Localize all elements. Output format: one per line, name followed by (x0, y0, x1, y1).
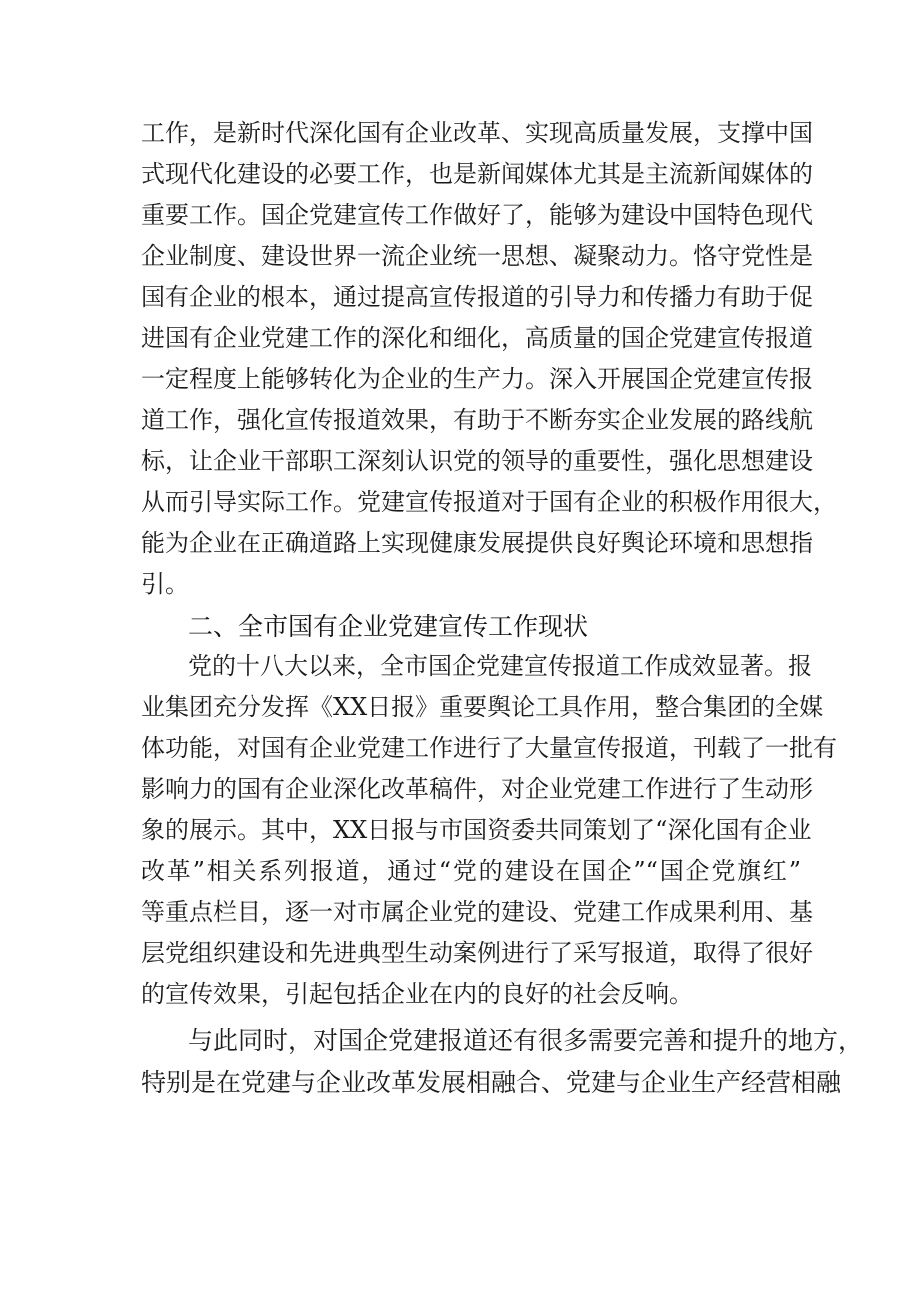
para1-line-8: 道工作，强化宣传报道效果，有助于不断夯实企业发展的路线航 (141, 406, 813, 434)
para1-line-6: 进国有企业党建工作的深化和细化，高质量的国企党建宣传报道 (141, 324, 813, 352)
para2-line-3: 体功能，对国有企业党建工作进行了大量宣传报道，刊载了一批有 (141, 734, 837, 762)
para1-line-1: 工作，是新时代深化国有企业改革、实现高质量发展，支撑中国 (141, 119, 813, 147)
para1-line-2: 式现代化建设的必要工作，也是新闻媒体尤其是主流新闻媒体的 (141, 160, 813, 188)
para2-line-8: 层党组织建设和先进典型生动案例进行了采写报道，取得了很好 (141, 939, 813, 967)
para2-line-5: 象的展示。其中，XX日报与市国资委共同策划了“深化国有企业 (141, 816, 812, 844)
para2-line-1: 党的十八大以来，全市国企党建宣传报道工作成效显著。报 (188, 652, 812, 680)
para2-line-4: 影响力的国有企业深化改革稿件，对企业党建工作进行了生动形 (141, 775, 813, 803)
para1-line-12: 引。 (141, 570, 189, 598)
para1-line-7: 一定程度上能够转化为企业的生产力。深入开展国企党建宣传报 (141, 365, 813, 393)
para1-line-10: 从而引导实际工作。党建宣传报道对于国有企业的积极作用很大， (141, 488, 837, 516)
para3-line-1: 与此同时，对国企党建报道还有很多需要完善和提升的地方， (188, 1026, 864, 1055)
para2-line-9: 的宣传效果，引起包括企业在内的良好的社会反响。 (141, 980, 693, 1008)
para3-line-2: 特别是在党建与企业改革发展相融合、党建与企业生产经营相融 (141, 1068, 842, 1097)
para2-line-7: 等重点栏目，逐一对市属企业党的建设、党建工作成果利用、基 (141, 898, 813, 926)
para1-line-9: 标，让企业干部职工深刻认识党的领导的重要性，强化思想建设 (141, 447, 813, 475)
para1-line-3: 重要工作。国企党建宣传工作做好了，能够为建设中国特色现代 (141, 201, 813, 229)
section-heading: 二、全市国有企业党建宣传工作现状 (188, 612, 589, 641)
para2-line-2: 业集团充分发挥《XX日报》重要舆论工具作用，整合集团的全媒 (141, 693, 824, 721)
para1-line-11: 能为企业在正确道路上实现健康发展提供良好舆论环境和思想指 (141, 529, 813, 557)
para1-line-4: 企业制度、建设世界一流企业统一思想、凝聚动力。恪守党性是 (141, 242, 813, 270)
para2-line-6: 改革”相关系列报道，通过“党的建设在国企”“国企党旗红” (141, 857, 801, 885)
para1-line-5: 国有企业的根本，通过提高宣传报道的引导力和传播力有助于促 (141, 283, 813, 311)
